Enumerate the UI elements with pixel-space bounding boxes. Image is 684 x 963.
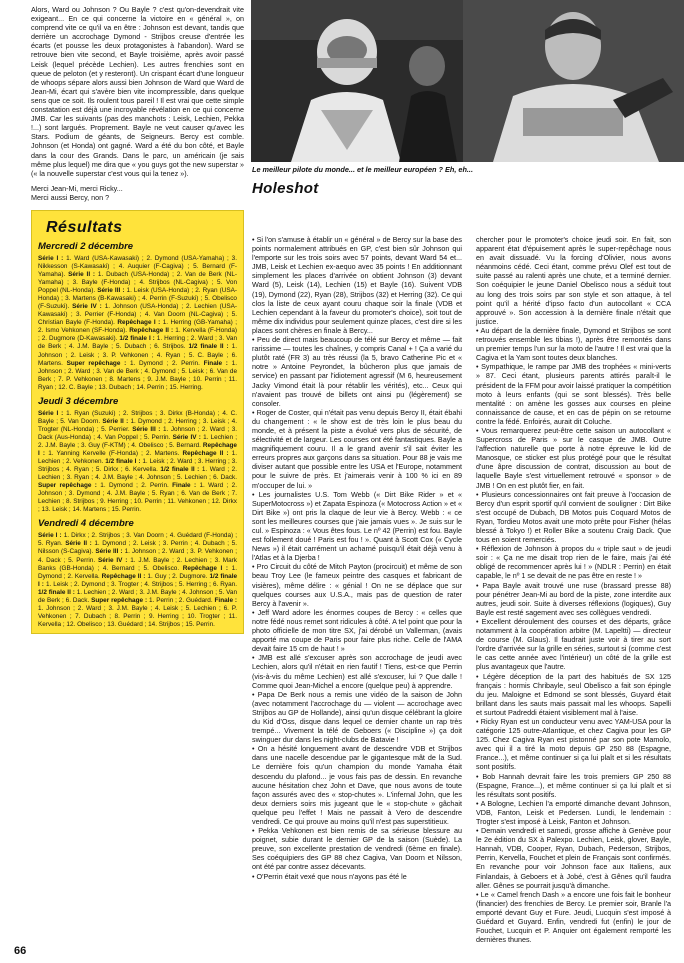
entry-text: 1. Guy ; 2. Dugmore. — [147, 572, 208, 580]
entry-text: 1. Johnson ; 2. Ward ; 3. Van de Berk ; 4. Dymond ; 5. Leisk ; 6. Van de Berk ; 7. P. Vehkonen ; 8. Martens ; 9. J.M. Bayle ; 10. Perrin ; 11. Ryan ; 12. C. Bayle ; 13. Dubach ; 14. Perrin ; 15. Herring. — [38, 359, 237, 391]
entry-text: 1. Lechien ; 2. J.M. Bayle ; 3. Guy (F-KTM) ; 4. Obelisco ; 5. Bernard. — [38, 433, 237, 449]
entry-text: 1. Dymond ; 2. Leisk ; 3. Perrin ; 4. Dubach ; 5. Nilsson (S-Cagiva). — [38, 540, 237, 556]
entry-label: Repêchage II : — [182, 450, 229, 457]
credit-line-1: Merci Jean-Mi, merci Ricky... — [31, 183, 123, 193]
entry-text: 1. Herring (GB-Yamaha) ; 2. Ismo Vehkonen (SF-Honda). — [38, 319, 237, 335]
entry-text: 1. Johnson ; 2. Leisk ; 3. P. Vehkonen ; 4. Ryan ; 5. C. Bayle ; 6. Martens. — [38, 343, 237, 367]
results-wednesday — [38, 255, 237, 392]
credits — [31, 184, 244, 202]
holeshot-paragraph: • Plusieurs concessionnaires ont fait preuve à l'occasion de Bercy d'un esprit sportif qu'il convient de souligner : Dirt Bike s'est occupé de Dubach, DB Motos puis Coquard Motos de Ryan, Tordieu Motos avait une moto prête pour Fisher (hélas blessé à Tokyo !) et Roller Bike a soutenu Craig Dack. Que tous en soient remerciés. — [476, 489, 671, 545]
entry-label: Série IV : — [97, 556, 128, 564]
entry-label: Repêchage I : — [117, 319, 161, 327]
entry-text: 1. Lechien ; 2. Vehkonen. — [38, 450, 238, 466]
holeshot-paragraph: • Vous remarquerez peut-être cette saison un autocollant « Supercross de Paris » sur le casque de JMB. Outre l'affection naturelle que porte à notre épreuve le kid de Manosque, ce sticker est plus protégé pour que le résultat d'une âpre discussion de contrat, discussion au bout de laquelle Bayle s'est virtuellement retrouvé « sponsor » de JMB ! On en est plutôt fier, en fait. — [476, 425, 671, 490]
entry-text: 1. Perrin ; 2. Guédard. — [148, 596, 213, 604]
entry-text: 1. Leisk ; 2. Ward ; 3. Herring ; 3. Strijbos ; 4. Ryan ; 5. Dirkx ; 6. Kervella. — [38, 458, 237, 474]
photo-caption: Le meilleur pilote du monde... et le meilleur européen ? Eh, eh... — [252, 165, 473, 174]
entry-label: Série III : — [132, 425, 161, 433]
entry-label: 1/2 finale I : — [119, 335, 155, 343]
entry-label: 1/2 finale II : — [188, 343, 229, 351]
photo-strip — [251, 0, 684, 162]
entry-label: Série IV : — [172, 433, 201, 441]
holeshot-paragraph: • Légère déception de la part des habitués de SX 125 français : hormis Chribayle, seul Obelisco a fait son épingle du jeu. Maloigne et Edmond se sont blessés, Guyard était brillant dans les sauts mais passait mal les whoops. Sapelli et surtout Padreddi étaient visiblement mal à l'aise. — [476, 671, 671, 717]
entry-label: Série I : — [38, 254, 64, 262]
holeshot-paragraph: • Au départ de la dernière finale, Dymond et Strijbos se sont retrouvés ensemble les tibias !), après être remontés dans un premier temps l'un sur la moto de l'autre ! Il est vrai que la Cagiva et la Yam sont toutes deux blanches. — [476, 325, 671, 363]
day-title-friday: Vendredi 4 décembre — [38, 518, 134, 530]
entry-text: 1. Dubach (USA-Honda) ; 2. Van de Berk (NL-Yamaha) ; 3. Bayle (F-Honda) ; 4. Strijbos (NL-Cagiva) ; 5. Von Poppel (NL-Honda). — [38, 271, 238, 295]
holeshot-paragraph: • Le « Camel french Dash » a encore une fois fait le bonheur (financier) des frenchies de Bercy. Le premier soir, Branle l'a emporté devant Guy et Fure. Jeudi, Lucquin s'est imposé à Guédard et Guyard. Enfin, vendredi fut (enfin) le jour de Fouchet, Lucquin et P. Anquier ont également remporté les dernières thunes. — [476, 889, 671, 945]
entry-text: 1. Lechien ; 2. Ward ; 3. J.M. Bayle ; 4. Johnson ; 5. Van de Berk ; 6. Dack. — [38, 588, 237, 604]
results-thursday — [38, 410, 237, 515]
holeshot-paragraph: chercher pour le promoter's choice jeudi soir. En fait, son apparent état d'épuisement après le super-repêchage nous en avait dissuadé. Vu la forcing d'Olivier, nous avons néanmoins cédé. Ceci étant, comme prévu Olef est tout de suite passé au ralenti après une chute, et a terminé dernier. Son coéquipier le jeune Daniel Obelisco nous a séduit tout au long des trois soirs par son style et son attaque, à tel point qu'il a hérité d'ipso facto d'un autocollant « CCA approuvé ». Son accession à la dernière finale n'était que justice. — [476, 235, 671, 326]
entry-label: Série I : — [38, 409, 64, 417]
entry-label: Repêchage I : — [38, 441, 237, 457]
entry-text: 1. Johnson ; 2. Ward ; 3. Dack (Aus-Honda) ; 4. Van Poppel ; 5. Perrin. — [38, 425, 238, 441]
entry-label: Repêchage II : — [129, 327, 174, 335]
entry-label: Finale : — [203, 359, 228, 367]
page-number: 66 — [14, 945, 27, 957]
intro-paragraph: Alors, Ward ou Johnson ? Ou Bayle ? c'est qu'on-devendrait vite exigeant... En ce qui concerne la victoire en « général », on comprend vite ce qu'il va en être : Johnson est devant, tandis que derrière un accrochage Dymond - Strijbos creuse d'entrée les écarts (et pousse les deux protagonistes à l'abandon). Ward se retrouve bien vite second, et Bayle troisième, après avoir passé Leisk (lequel précède Lechien). Les autres frenchies sont en queue de peloton (et y resteront). Un crispant écart d'une longueur de whoops sépare alors aussi bien Johnson de Ward que Ward de Jean-Mi, écart qui s'avère bien vite incompressible, dans quelque sens que ce soit. Ils roulent tous pareil ! Il est vrai que cette simple constatation est déjà une incroyable révélation en ce qui concerne JMB. Car les suivants (pas des manchots : Leisk, Lechien, Pekka !...) sont largués. Proprement. Bayle ne veut causer qu'avec les Stars. Podium de géants, de Seigneurs. Bercy est comble. Johnson (et Honda) ont gagné. Ward a été du bon côté, et Bayle dans la cour des Grands. Dans le parc, un américain (je sais même plus lequel) me dira que « you guys got the new superstar » (« la nouvelle superstar c'est vous qui la tenez »). — [31, 5, 244, 178]
entry-text: 1. Dymond ; 2. Herring ; 3. Leisk ; 4. Trogter (NL-Honda) ; 5. Perrier. — [38, 417, 237, 433]
results-box — [31, 210, 244, 634]
holeshot-column-1 — [252, 235, 462, 881]
entry-label: 1/2 finale I : — [105, 458, 141, 466]
holeshot-paragraph: • Si l'on s'amuse à établir un « général » de Bercy sur la base des points normalement attribués en GP, c'est bien sûr Johnson qui l'emporte sur les trois soirs avec 57 points, devant Ward 54 et... JMB, Leisk et Lechien ex-aequo avec 35 points ! En additionnant simplement les places d'arrivée on obtient Johnson (3) devant Ward (5), Leisk (14), Lechien (15) et Bayle (16). Suivent VDB (19), Dymond (22), Ryan (28), Strijbos (32) et Herring (32). Ce qui clos la liste de ceux ayant couru chaque soir la finale (VDB et Lechien cependant à la faveur du promoter's choice), soit tout de même dix individus pour seulement quinze places, c'est dire si les places sont chères en finale à Bercy... — [252, 235, 462, 335]
results-friday — [38, 532, 237, 629]
holeshot-paragraph: • Excellent déroulement des courses et des départs, grâce notamment à la coopération arbitre (M. Lapeltti) — directeur de course (M. Glaus). Il faudrait juste voir à tirer au sort l'ordre d'arrivée sur la grille en séries, surtout si (comme c'est le cas cette année avec l'intérieur) un côté de la grille est plus avantageux que l'autre. — [476, 616, 671, 672]
entry-text: 1. Johnson ; 2. Ward ; 3. J.M. Bayle ; 4. Leisk ; 5. Lechien ; 6. P. Vehkonen ; 7. Dubach ; 8. Perrin ; 9. Herring ; 10. Trogter ; 11. Kervella ; 12. Obelisco ; 13. Guédard ; 14. Strijbos ; 15. Perrin. — [38, 604, 237, 628]
day-title-thursday: Jeudi 3 décembre — [38, 395, 119, 407]
holeshot-paragraph: • Réflexion de Johnson à propos du « triple saut » de jeudi soir : « Ça ne me disait trop rien de le faire, mais j'ai été obligé de recommencer après lui ! » (NDLR : Perrin) en était capable, le nº 1 se devait de ne pas être en reste ! » — [476, 544, 671, 581]
holeshot-paragraph: • Papa De Berk nous a remis une vidéo de la saison de John (avec notamment l'accrochage du — violent — accrochage avec Strijbos au GP de Hollande), ainsi qu'un disque célébrant la gloire du Kid d'Oss, disque dans lequel ce dernier chante un rap très trempé... Vivement la télé de Geboers (« Discipline ») ça doit swinguer dur dans les night-clubs de Batavie ! — [252, 689, 462, 745]
entry-label: Finale : — [214, 596, 238, 604]
entry-text: 1. Dymond ; 2. Perrin. — [100, 482, 169, 490]
entry-text: 1. Herring ; 2. Ward ; 3. Van de Berk ; 4. J.M. Bayle ; 5. Dubach ; 6. Strijbos. — [38, 335, 238, 351]
entry-text: 1. Ward ; 2. Lechien ; 3. Ryan ; 4. J.M. Bayle ; 4. Johnson ; 5. Lechien ; 6. Dack. — [38, 466, 237, 482]
entry-label: Repêchage II : — [101, 572, 146, 580]
entry-label: Série II : — [102, 417, 129, 425]
holeshot-paragraph: • O'Perrin était vexé que nous n'ayons pas été le — [252, 871, 407, 881]
holeshot-paragraph: • A Bologne, Lechien l'a emporté dimanche devant Johnson, VDB, Fanton, Leisk et Pedersen. Lundi, le lendemain : Trogter s'est imposé à Leisk, Fanton et Johnson. — [476, 798, 671, 826]
holeshot-paragraph: • Ricky Ryan est un conducteur venu avec YAM-USA pour la catégorie 125 outre-Atlantique, et chez Cagiva pour les GP 125. Chez Cagiva Ryan est pistonné par son pote Mamolo, avec qui il a tiré la moto depuis GP 250 88 (Espagne, France...), et même continuer si ça lui plaît et si les résultats sont positifs. — [476, 716, 671, 772]
entry-label: Série IV : — [72, 303, 102, 311]
results-title: Résultats — [46, 218, 123, 236]
entry-text: 1. Kervella (F-Honda) ; 2. Dugmore (D-Kawasaki). — [38, 327, 238, 343]
rider-left-illustration — [251, 0, 463, 162]
entry-label: 1/2 finale II : — [160, 466, 200, 474]
photo-rider-right — [463, 0, 684, 162]
entry-label: Série II : — [65, 540, 92, 548]
entry-text: 1. Johnson ; 2. Ward ; 3. P. Vehkonen ; 4. Dack ; 5. Perrin. — [38, 548, 238, 564]
entry-label: Finale : — [172, 482, 197, 490]
photo-rider-left — [251, 0, 463, 162]
entry-text: 1. Leisk ; 2. Dymond ; 3. Trogter ; 4. Strijbos ; 5. Herring ; 6. Ryan. — [45, 580, 237, 588]
entry-text: 1. Ryan (Suzuki) ; 2. Strijbos ; 3. Dirkx (B-Honda) ; 4. C. Bayle ; 5. Van Doorn. — [38, 409, 237, 425]
entry-text: 1. Ward ; 2. Johnson ; 3. Dymond ; 4. J.M. Bayle ; 5. Ryan ; 6. Van de Berk ; 7. Lechien ; 8. Strijbos ; 9. Herring ; 10. Perrin ; 11. Vehkonen ; 12. Dirkx ; 13. Leisk ; 14. Martens ; 15. Perrin. — [38, 482, 237, 514]
holeshot-paragraph: • Papa Bayle avait trouvé une ruse (brassard presse 88) pour pénétrer Jean-Mi au bord de la piste, zone interdite aux autres, jeudi soir. Suite à diverses réflexions (logiques), Guy Bayle est resté sagement avec ses collègues vendredi. — [476, 580, 671, 617]
entry-text: 1. Ward (USA-Kawasaki) ; 2. Dymond (USA-Yamaha) ; 3. Nikkesson (S-Kawasaki) ; 4. Auquier (F-Cagiva) ; 5. Bernard (F-Yamaha). — [38, 254, 237, 279]
entry-label: Super repêchage : — [38, 482, 97, 490]
holeshot-paragraph: • Les journalistes U.S. Tom Webb (« Dirt Bike Rider » et « SuperMotocross ») et Zapata Espinoza (« Motocross Action » et « Dirt Bike ») ont pris la claque de leur vie à Bercy. Webb : « ce sont les meilleures courses que j'aie jamais vues ». Je suis sur le cul. » Espinoza : « Vous êtes fous. Le nº 42 (Perrin) est fou. Bayle est follement doué ! Paris est fou ! ». Quant à Scott Cox (« Cycle News ») il était carrément un acharné puisqu'il était déjà venu à l'Atlas et à la Djerba ! — [252, 489, 462, 563]
holeshot-title: Holeshot — [252, 180, 319, 197]
entry-text: 1. Leisk (USA-Honda) ; 2. Ryan (USA-Honda) ; 3. Martens (B-Kawasaki) ; 4. Perrin (F-Suzuki) ; 5. Obelisco (F-Suzuki). — [38, 287, 237, 311]
holeshot-paragraph: • Jeff Ward adore les énormes coupes de Bercy : « celles que notre fédé nous remet sont ridicules à côté. A tel point que pour la photo officielle de mon titre SX, j'ai dérobé un Vallerman, (avais apporté ma coupe de Paris pour faire plus riche. Celle de l'AMA devait faire 15 cm de haut ! » — [252, 607, 462, 654]
holeshot-paragraph: • On a hésité longuement avant de descendre VDB et Strijbos dans une nacelle descendue par le gigantesque mât de la Sud. Le dernière fois qu'un champion du monde Yamaha était descendu du plafond... je vous fais pas de dessin. En revanche aucune hésitation chez John et Dave, que nous avons de toute façon assurés avec des « stop-chutes ». L'infernal John, que les deux derniers soirs mis jugeant que le « stop-chute » gâchait quelque peu l'effet ! Mais ne passait à Vero de descendre vendredi. Ce qui prouve au moins qu'il n'est pas superstitieux. — [252, 744, 462, 826]
holeshot-column-2 — [476, 235, 671, 944]
holeshot-paragraph: • Peu de direct mais beaucoup de télé sur Bercy et même — fait rarissime — toutes les chaînes, y compris Canal + ! Ça a varié du plutôt raté (FR 3) au très réussi (la 5, bravo Catherine Pic et « notre » Antoine Peyrondet, la bûcheron plus que jamais de service) en passant par l'idiotement agressif (M 6, heureusement Jacky Vimond était là pour rétablir les vérités), etc... Ceux qui n'avaient pas trouvé de billets ont ainsi pu (légèrement) se consoler. — [252, 335, 462, 408]
entry-text: 1. Dymond ; 2. Kervella. — [38, 564, 237, 580]
entry-label: 1/2 finale I : — [38, 572, 238, 588]
holeshot-paragraph: • Pro Circuit du côté de Mitch Payton (procircuit) et même de son beau Troy Lee (le fameux peintre des casques et fabricant de visières), même délire : « génial ! On ne se déplace que sur quelques courses aux U.S.A., mais pas de question de rater Bercy à l'avenir ». — [252, 562, 462, 608]
entry-label: Série III : — [95, 548, 123, 556]
day-title-wednesday: Mercredi 2 décembre — [38, 240, 134, 252]
credit-line-2: Merci aussi Bercy, non ? — [31, 192, 110, 202]
entry-label: Série III : — [97, 287, 125, 295]
rider-right-illustration — [463, 0, 684, 162]
holeshot-paragraph: • Sympathique, le rampe par JMB des trophées « mini-verts » 87. Ceci étant, plusieurs parents attirés paraît-il le président de la FFM pour avoir laissé pratiquer la compétition moto à leurs enfants (qui se sont blessés). Très belle mentalité : on amène les gosses aux courses en pleine connaissance de cause, et en cas de pépin on se retourne contre la fédé. Enfoirés, aurait dit Coluche. — [476, 362, 671, 426]
entry-text: 1. Dymond ; 2. Perrin. — [129, 359, 200, 367]
holeshot-paragraph: • JMB est allé s'excuser après son accrochage de jeudi avec Lechien, alors qu'il n'était en rien fautif ! Tiens, est-ce que Perrin (vis-à-vis du même Lechien) est allé s'excuser, lui ? Que dalle ! Comme quoi Jean-Michel a encore (quelque peu) à apprendre. — [252, 653, 462, 690]
entry-label: Super repêchage : — [91, 596, 148, 604]
holeshot-paragraph: • Bob Hannah devrait faire les trois premiers GP 250 88 (Espagne, France...), et même continuer si ça lui plaît et si les résultats sont positifs. — [476, 771, 671, 799]
entry-text: 1. Dirkx ; 2. Strijbos ; 3. Van Doorn ; 4. Guédard (F-Honda) ; 5. Ryan. — [38, 532, 237, 548]
holeshot-paragraph: • Pekka Vehkonen est bien remis de sa sérieuse blessure au poignet, subie durant le dernier GP de la saison (Suède). La preuve, son excellente prestation de vendredi (6ème en finale). Ses coéquipiers des GP 88 chez Cagiva, Van Doorn et Nilsson, ont été par contre assez décevants. — [252, 826, 462, 872]
holeshot-paragraph: • Demain vendredi et samedi, grosse affiche à Genève pour le 2e édition du SX à Palexpo. Lechien, Leisk, glover, Bayle, Hannah, VDB, Cooper, Ryan, Dubach, Pederson, Strijbos, Perrin, Kervella, Fouchet et plein de Français sont confirmés. En revanche pour voir Johnson face aux Italiens, aux Finlandais, à Geboers et à Jobé, c'est à Gênes qu'il faudra aller. Gênes se pourrait jusqu'à dimanche. — [476, 826, 671, 890]
entry-label: Série I : — [38, 532, 62, 540]
entry-label: Repêchage I : — [182, 564, 229, 572]
entry-text: 1. Yanning Kervelle (F-Honda) ; 2. Martens. — [48, 450, 180, 457]
entry-label: 1/2 finale II : — [38, 588, 75, 596]
entry-label: Série II : — [68, 271, 96, 279]
entry-text: 1. J.M. Bayle ; 2. Lechien ; 3. Mark Banks (GB-Honda) ; 4. Bernard ; 5. Obelisco. — [38, 556, 238, 572]
entry-label: Super repêchage : — [66, 359, 127, 367]
holeshot-paragraph: • Roger de Coster, qui n'était pas venu depuis Bercy II, était ébahi du changement : « le show est de très loin le plus beau du monde, et à présent la piste a évolué vers plus de sécurité, de sélectivité et de largeur. Les courses ont été fantastiques. Bayle a magnifiquement couru. Il a le grand avenir s'il sait éviter les erreurs propres aux garçons dans sa situation. Pour 88 je vais me diviser autant que possible entre les USA et l'Europe, notamment pour le suivre de près. Et j'aimerais venir à 100 % ici en 89 m'occuper de lui. » — [252, 407, 462, 490]
entry-text: 1. Johnson (USA-Honda) ; 2. Lechien (USA-Kawasaki) ; 3. Perrier (F-Honda) ; 4. Van Doorn (NL-Cagiva) ; 5. Christian Bayle (F-Honda). — [38, 303, 237, 327]
left-column — [31, 5, 244, 634]
